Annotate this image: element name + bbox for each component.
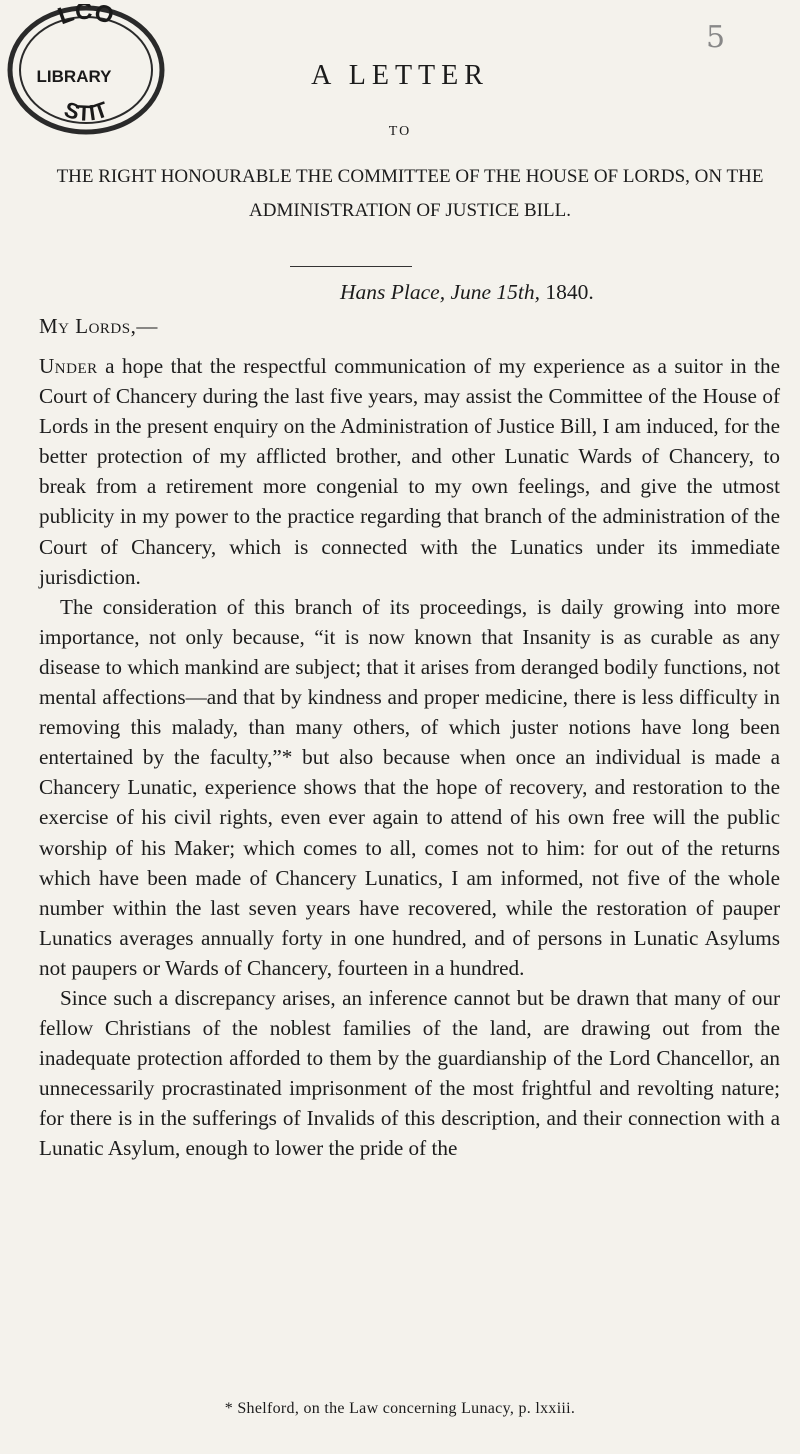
paragraph-3: Since such a discrepancy arises, an inference cannot but be drawn that many of our fellow Christians of the noblest families of the land, are drawing out from the inadequate protection afforded to them by the guardianship of the Lord Chancellor, an unnecessarily procrastinated imprisonment of the most frightful and revolting nature; for there is in the sufferings of Invalids of this description, and their connection with a Lunatic Asylum, enough to lower the pride of the [39,985,780,1161]
paragraph-1 [39,351,780,592]
stamp-text-middle: LIBRARY [36,67,112,86]
title-to: TO [388,124,412,139]
paragraph-1-text: a hope that the respectful communication of my experience as a suitor in the Court of Chancery during the last five years, may assist the Committee of the House of Lords in the present enquiry on the Administration of Justice Bill, I am induced, for the better protection of my afflicted brother, and other Lunatic Wards of Chancery, to break from a retirement more congenial to my own feelings, and give the utmost publicity in my power to the practice regarding that branch of the administration of the Court of Chancery, which is connected with the Lunatics under its immediate jurisdiction. [39,354,780,589]
stamp-text-bottom: STIT [61,96,111,126]
dateline [340,280,594,305]
stamp-text-top: LCO [54,4,117,31]
svg-text:STIT [61,96,111,125]
page-title: A LETTER [311,60,489,91]
salutation: My Lords,— [39,314,158,338]
page-number: 5 [706,20,726,55]
dateline-day: 15th, [496,280,541,304]
svg-text:LCO [54,4,117,30]
divider-rule [290,266,412,267]
page-subtitle: THE RIGHT HONOURABLE THE COMMITTEE OF THE HOUSE OF LORDS, ON THE ADMINISTRATION OF JUSTICE BILL. [56,166,764,221]
letter-body [39,351,780,1164]
dateline-place: Hans Place, June [340,280,492,304]
dateline-year: 1840. [545,280,594,304]
paragraph-1-lead: Under [39,354,98,378]
footnote: * Shelford, on the Law concerning Lunacy, p. lxxiii. [224,1400,576,1417]
paragraph-2: The consideration of this branch of its proceedings, is daily growing into more importance, not only because, “it is now known that Insanity is as curable as any disease to which mankind are subject; that it arises from deranged bodily functions, not mental affections—and that by kindness and proper medicine, there is less difficulty in removing this malady, than many others, of which juster notions have long been entertained by the faculty,”* but also because when once an individual is made a Chancery Lunatic, experience shows that the hope of recovery, and restoration to the exercise of his civil rights, even ever again to attend of his own free will the public worship of his Maker; which comes to all, comes not to him: for out of the returns which have been made of Chancery Lunatics, I am informed, not five of the whole number within the last seven years have recovered, while the restoration of pauper Lunatics averages annually forty in one hundred, and of persons in Lunatic Asylums not paupers or Wards of Chancery, fourteen in a hundred. [39,594,780,980]
